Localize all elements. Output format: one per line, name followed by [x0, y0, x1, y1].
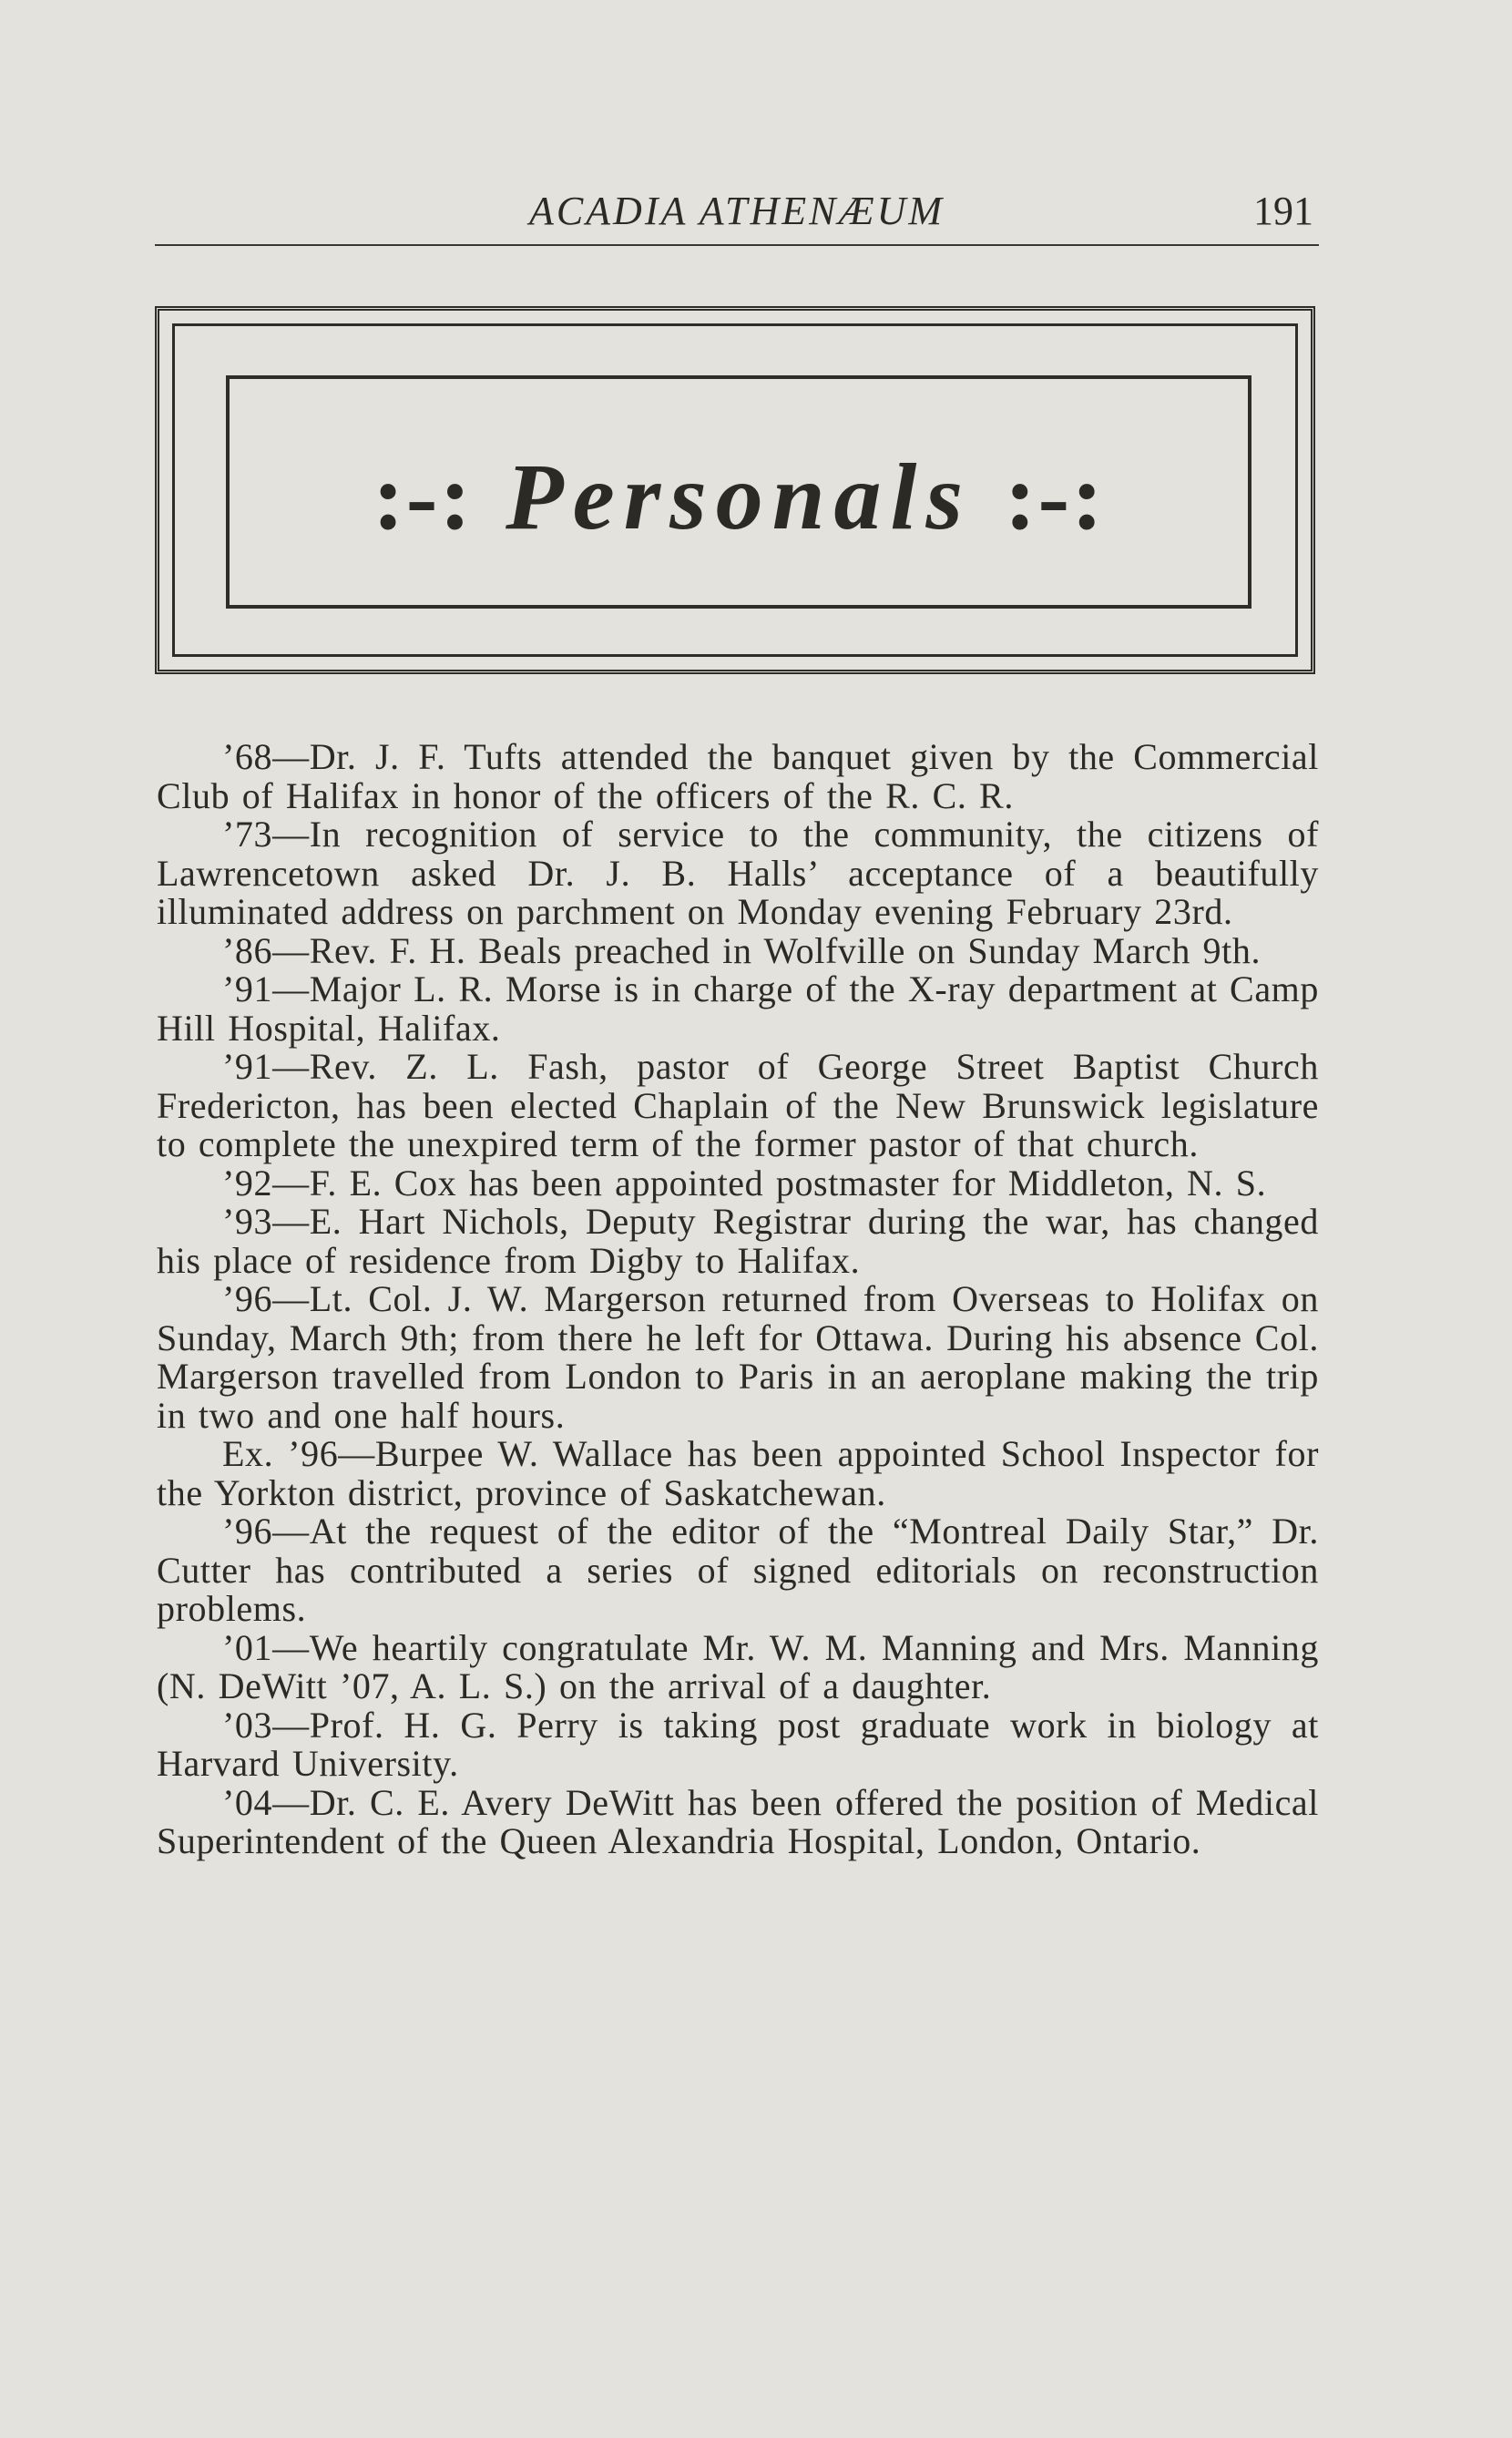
entry-01: ’01—We heartily congratulate Mr. W. M. Manning and Mrs. Manning (N. DeWitt ’07, A. L. S.) on the arrival of a daughter. — [157, 1626, 1319, 1706]
right-ornament: :-: — [1004, 445, 1105, 549]
entry-92: ’92—F. E. Cox has been appointed postmaster for Middleton, N. S. — [222, 1162, 1267, 1204]
journal-title: ACADIA ATHENÆUM — [528, 189, 945, 233]
entry-91-morse: ’91—Major L. R. Morse is in charge of the X-ray department at Camp Hill Hospital, Halifax. — [157, 968, 1319, 1049]
entry-ex-96: Ex. ’96—Burpee W. Wallace has been appointed School Inspector for the Yorkton district, province of Saskatchewan. — [157, 1433, 1319, 1513]
section-title: Personals — [506, 445, 972, 549]
header-rule — [155, 244, 1319, 246]
entry-03: ’03—Prof. H. G. Perry is taking post graduate work in biology at Harvard University. — [157, 1704, 1319, 1784]
left-ornament: :-: — [373, 445, 474, 549]
title-box — [226, 375, 1251, 609]
entry-73: ’73—In recognition of service to the community, the citizens of Lawrencetown asked Dr. J. B. Halls’ acceptance of a beautifully illuminated address on parchment on Monday evening February 23rd. — [157, 814, 1319, 932]
section-heading — [230, 443, 1248, 551]
page-number: 191 — [1253, 189, 1313, 233]
entry-04: ’04—Dr. C. E. Avery DeWitt has been offered the position of Medical Superintendent of the Queen Alexandria Hospital, London, Ontario. — [157, 1781, 1319, 1861]
entry-96-margerson: ’96—Lt. Col. J. W. Margerson returned from Overseas to Holifax on Sunday, March 9th; from there he left for Ottawa. During his absence Col. Margerson travelled from London to Paris in an aeroplane making the trip in two and one half hours. — [157, 1278, 1319, 1436]
personals-entries — [157, 738, 1319, 1861]
entry-93: ’93—E. Hart Nichols, Deputy Registrar during the war, has changed his place of residence from Digby to Halifax. — [157, 1201, 1319, 1281]
entry-68: ’68—Dr. J. F. Tufts attended the banquet given by the Commercial Club of Halifax in honor of the officers of the R. C. R. — [157, 736, 1319, 816]
entry-86: ’86—Rev. F. H. Beals preached in Wolfville on Sunday March 9th. — [222, 929, 1262, 971]
entry-96-cutter: ’96—At the request of the editor of the “Montreal Daily Star,” Dr. Cutter has contributed a series of signed editorials on reconstruction problems. — [157, 1511, 1319, 1629]
running-header — [155, 182, 1319, 246]
entry-91-fash: ’91—Rev. Z. L. Fash, pastor of George Street Baptist Church Fredericton, has been elected Chaplain of the New Brunswick legislature to complete the unexpired term of the former pastor of that church. — [157, 1046, 1319, 1164]
